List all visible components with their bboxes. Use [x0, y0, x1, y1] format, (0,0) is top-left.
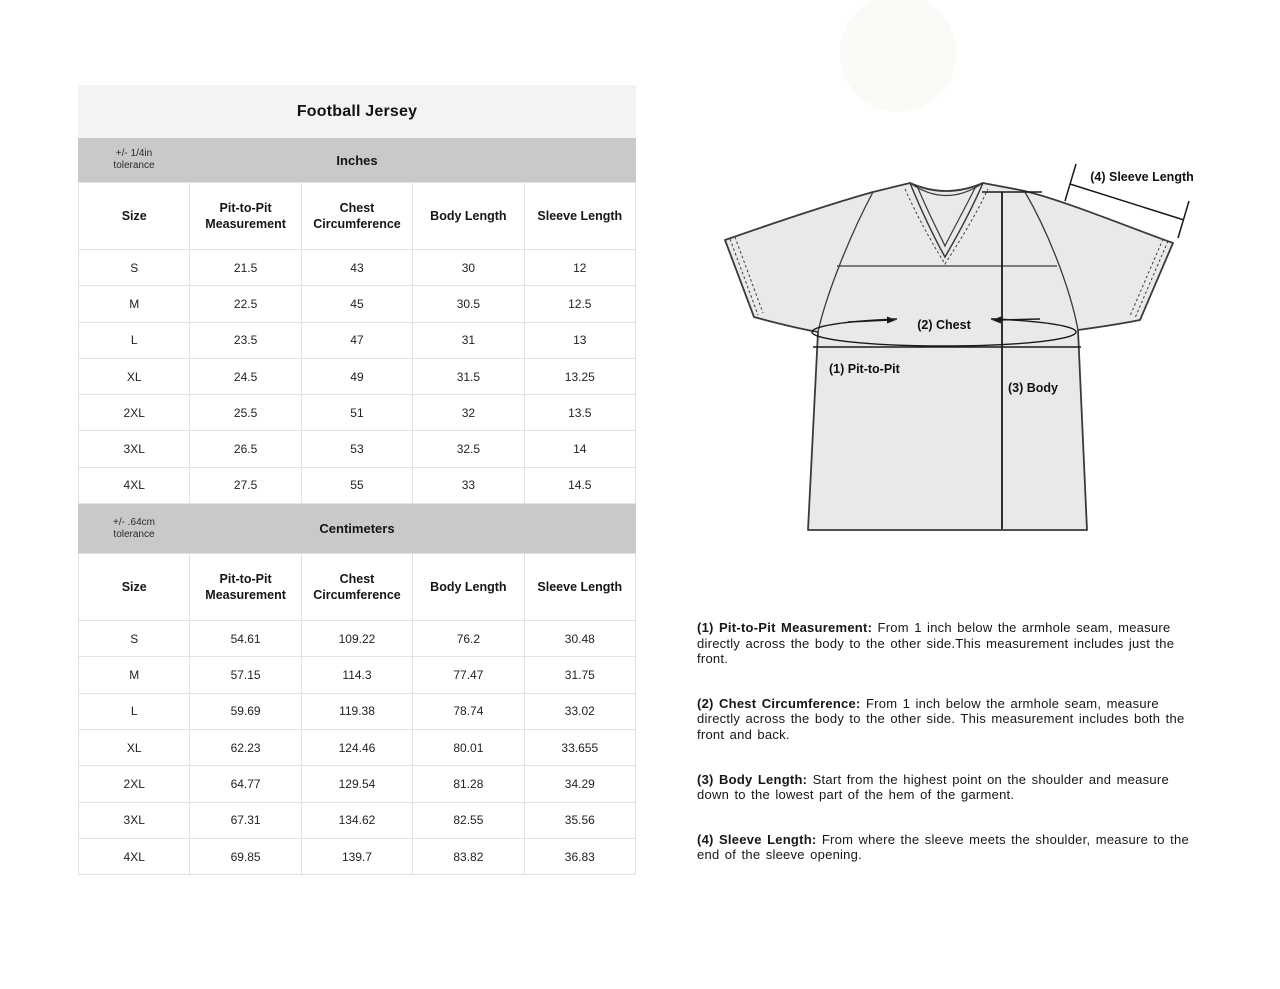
table-cell: 3XL — [79, 431, 190, 467]
col-header-size: Size — [79, 183, 190, 250]
table-cell: 76.2 — [413, 621, 524, 657]
body-label: (3) Body — [1008, 381, 1058, 395]
description-pit-to-pit — [697, 620, 1202, 667]
description-label: (3) Body Length: — [697, 771, 808, 787]
tolerance-line2: tolerance — [113, 528, 155, 540]
table-row — [79, 802, 636, 838]
col-header-body: Body Length — [413, 554, 524, 621]
table-cell: L — [79, 322, 190, 358]
table-cell: 26.5 — [190, 431, 301, 467]
inches-header-row — [79, 183, 636, 250]
description-sleeve-length — [697, 832, 1202, 863]
inches-unit-label: Inches — [336, 152, 378, 168]
table-cell: L — [79, 693, 190, 729]
inches-table — [78, 182, 636, 504]
table-cell: 55 — [301, 467, 412, 503]
table-cell: 64.77 — [190, 766, 301, 802]
table-cell: 67.31 — [190, 802, 301, 838]
table-cell: 124.46 — [301, 729, 412, 765]
table-row — [79, 621, 636, 657]
col-header-chest: Chest Circumference — [301, 554, 412, 621]
table-row — [79, 286, 636, 322]
table-cell: S — [79, 621, 190, 657]
table-cell: 35.56 — [524, 802, 635, 838]
table-cell: 77.47 — [413, 657, 524, 693]
table-cell: 13 — [524, 322, 635, 358]
table-row — [79, 729, 636, 765]
table-cell: 43 — [301, 250, 412, 286]
table-cell: XL — [79, 729, 190, 765]
table-row — [79, 693, 636, 729]
table-cell: 139.7 — [301, 838, 412, 874]
table-cell: 78.74 — [413, 693, 524, 729]
table-cell: 30.5 — [413, 286, 524, 322]
chart-title: Football Jersey — [78, 85, 636, 138]
col-header-sleeve: Sleeve Length — [524, 554, 635, 621]
table-cell: 25.5 — [190, 395, 301, 431]
table-cell: 31.5 — [413, 358, 524, 394]
table-cell: 32 — [413, 395, 524, 431]
table-cell: 119.38 — [301, 693, 412, 729]
col-header-chest: Chest Circumference — [301, 183, 412, 250]
table-cell: 27.5 — [190, 467, 301, 503]
table-row — [79, 766, 636, 802]
size-chart — [78, 85, 636, 875]
table-cell: 34.29 — [524, 766, 635, 802]
table-cell: 59.69 — [190, 693, 301, 729]
table-cell: 83.82 — [413, 838, 524, 874]
table-row — [79, 657, 636, 693]
sleeve-dim-tick-start — [1065, 164, 1076, 201]
col-header-pit: Pit-to-Pit Measurement — [190, 183, 301, 250]
table-cell: 13.5 — [524, 395, 635, 431]
table-cell: 45 — [301, 286, 412, 322]
faint-watermark-circle — [840, 0, 956, 112]
table-cell: 80.01 — [413, 729, 524, 765]
tolerance-line1: +/- 1/4in — [115, 148, 153, 159]
table-cell: 13.25 — [524, 358, 635, 394]
table-cell: 22.5 — [190, 286, 301, 322]
table-cell: 54.61 — [190, 621, 301, 657]
measurement-descriptions — [697, 620, 1202, 892]
table-cell: 30 — [413, 250, 524, 286]
description-text: From 1 inch below the armhole seam, measure directly across the body to the other side. This measurement includes both the front and back. — [697, 695, 1185, 742]
description-text: From 1 inch below the armhole seam, measure directly across the body to the other side.This measurement includes just the front. — [697, 620, 1175, 667]
table-cell: 33 — [413, 467, 524, 503]
description-chest — [697, 696, 1202, 743]
description-text: Start from the highest point on the shoulder and measure down to the lowest part of the hem of the garment. — [697, 771, 1169, 803]
description-label: (2) Chest Circumference: — [697, 695, 861, 711]
description-text: From where the sleeve meets the shoulder, measure to the end of the sleeve opening. — [697, 831, 1189, 863]
table-cell: 51 — [301, 395, 412, 431]
table-cell: 36.83 — [524, 838, 635, 874]
inches-tolerance-note — [78, 138, 190, 182]
table-cell: M — [79, 657, 190, 693]
table-cell: 21.5 — [190, 250, 301, 286]
table-cell: 30.48 — [524, 621, 635, 657]
table-cell: 31.75 — [524, 657, 635, 693]
table-cell: 129.54 — [301, 766, 412, 802]
table-cell: 23.5 — [190, 322, 301, 358]
table-cell: 4XL — [79, 838, 190, 874]
table-row — [79, 250, 636, 286]
table-cell: 81.28 — [413, 766, 524, 802]
table-cell: 14.5 — [524, 467, 635, 503]
table-cell: 33.655 — [524, 729, 635, 765]
col-header-pit: Pit-to-Pit Measurement — [190, 554, 301, 621]
table-cell: 57.15 — [190, 657, 301, 693]
sleeve-length-label: (4) Sleeve Length — [1090, 170, 1194, 184]
col-header-size: Size — [79, 554, 190, 621]
table-cell: 32.5 — [413, 431, 524, 467]
col-header-body: Body Length — [413, 183, 524, 250]
table-cell: 4XL — [79, 467, 190, 503]
jersey-diagram — [690, 140, 1230, 570]
table-cell: 2XL — [79, 395, 190, 431]
table-row — [79, 358, 636, 394]
description-label: (1) Pit-to-Pit Measurement: — [697, 620, 873, 635]
inches-band — [78, 138, 636, 182]
table-cell: 134.62 — [301, 802, 412, 838]
table-cell: 33.02 — [524, 693, 635, 729]
table-cell: 24.5 — [190, 358, 301, 394]
table-cell: 114.3 — [301, 657, 412, 693]
chest-arrow-right-line — [998, 319, 1040, 320]
table-row — [79, 467, 636, 503]
table-cell: 53 — [301, 431, 412, 467]
col-header-sleeve: Sleeve Length — [524, 183, 635, 250]
table-cell: 47 — [301, 322, 412, 358]
jersey-outline — [725, 183, 1173, 530]
pit-to-pit-label: (1) Pit-to-Pit — [829, 362, 900, 376]
tolerance-line1: +/- .64cm — [113, 516, 155, 528]
table-row — [79, 322, 636, 358]
chest-label: (2) Chest — [917, 318, 971, 332]
table-cell: S — [79, 250, 190, 286]
table-row — [79, 431, 636, 467]
table-row — [79, 838, 636, 874]
cm-header-row — [79, 554, 636, 621]
cm-tolerance-note — [78, 504, 190, 553]
table-cell: 12 — [524, 250, 635, 286]
table-cell: M — [79, 286, 190, 322]
centimeters-table — [78, 553, 636, 875]
table-cell: 31 — [413, 322, 524, 358]
table-cell: 2XL — [79, 766, 190, 802]
sleeve-dim-tick-end — [1178, 201, 1189, 238]
description-body-length — [697, 772, 1202, 803]
centimeters-unit-label: Centimeters — [319, 521, 395, 537]
centimeters-band — [78, 504, 636, 553]
tolerance-line2: tolerance — [113, 160, 155, 171]
table-cell: 69.85 — [190, 838, 301, 874]
table-cell: 3XL — [79, 802, 190, 838]
table-cell: 49 — [301, 358, 412, 394]
table-cell: 109.22 — [301, 621, 412, 657]
table-cell: 12.5 — [524, 286, 635, 322]
table-cell: 82.55 — [413, 802, 524, 838]
description-label: (4) Sleeve Length: — [697, 831, 817, 847]
table-cell: XL — [79, 358, 190, 394]
table-row — [79, 395, 636, 431]
table-cell: 14 — [524, 431, 635, 467]
table-cell: 62.23 — [190, 729, 301, 765]
